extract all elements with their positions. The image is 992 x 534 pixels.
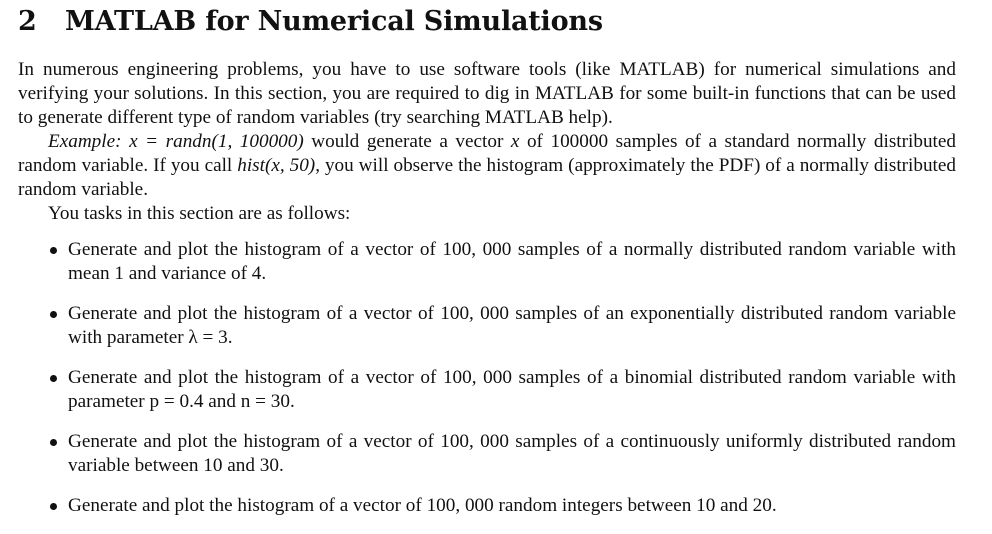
bullet-icon <box>50 247 57 254</box>
list-item <box>18 494 956 518</box>
tasks-intro: You tasks in this section are as follows: <box>48 203 351 224</box>
intro-text <box>18 58 956 226</box>
task-text: Generate and plot the histogram of a vector of 100, 000 samples of a binomial distributed random variable with parameter p = 0.4 and n = 30. <box>68 367 956 412</box>
example-variable: x <box>510 131 520 152</box>
bullet-icon <box>50 375 57 382</box>
list-item <box>18 302 956 350</box>
section-heading <box>18 4 603 40</box>
task-text: Generate and plot the histogram of a vector of 100, 000 samples of a normally distributed random variable with mean 1 and variance of 4. <box>68 239 956 284</box>
intro-paragraph: In numerous engineering problems, you have to use software tools (like MATLAB) for numerical simulations and verifying your solutions. In this section, you are required to dig in MATLAB for some built-in functions that can be used to generate different type of random variables (try searching MATLAB help). <box>18 59 956 128</box>
example-hist-call: hist(x, 50) <box>237 155 316 176</box>
example-label: Example: <box>48 131 122 152</box>
example-text-1: would generate a vector <box>303 131 511 152</box>
list-item <box>18 366 956 414</box>
section-number: 2 <box>18 6 37 37</box>
task-text: Generate and plot the histogram of a vector of 100, 000 samples of an exponentially distributed random variable with parameter λ = 3. <box>68 303 956 348</box>
list-item <box>18 238 956 286</box>
list-item <box>18 430 956 478</box>
bullet-icon <box>50 311 57 318</box>
bullet-icon <box>50 439 57 446</box>
example-text-3: , you will observe the histogram (approximately the PDF) of a normally distributed random variable. <box>18 155 956 200</box>
example-paragraph <box>18 130 956 202</box>
bullet-icon <box>50 503 57 510</box>
task-text: Generate and plot the histogram of a vector of 100, 000 samples of a continuously uniformly distributed random variable between 10 and 30. <box>68 431 956 476</box>
section-title: MATLAB for Numerical Simulations <box>65 6 603 37</box>
task-list <box>18 238 956 534</box>
example-code: x = randn(1, 100000) <box>129 131 304 152</box>
example-text-2: of 100000 samples of a standard normally distributed random variable. If you call <box>18 131 956 176</box>
task-text: Generate and plot the histogram of a vector of 100, 000 random integers between 10 and 20. <box>68 495 777 516</box>
